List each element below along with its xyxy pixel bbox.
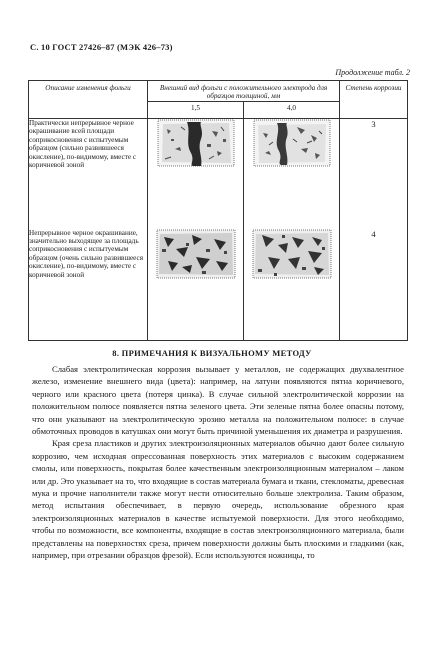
foil-image-cell <box>148 119 244 229</box>
paragraph: Слабая электролитическая коррозия вызывает у металлов, не содержащих двухвалентное железо, изменение внешнего вида (цвета): например, на латуни появляются пятна коричневого, черного или красного цвета (потеря цинка). В случае сильной электролитической коррозии на положительном полюсе появляется пятна зеленого цвета. Эти зеленые пятна более опасны потому, что они указывают на электролитическую эрозию металла на положительном полюсе: в случае обмоточных проводов в катушках они могут быть причиной уменьшения их диаметра и разрушения. <box>32 364 404 437</box>
corrosion-degree: 4 <box>340 229 408 341</box>
foil-image <box>252 229 332 279</box>
page-header: С. 10 ГОСТ 27426–87 (МЭК 426–73) <box>30 42 173 52</box>
table-row <box>29 229 408 341</box>
subheader-thickness-4-0: 4,0 <box>244 102 340 119</box>
foil-image-cell <box>148 229 244 341</box>
subheader-thickness-1-5: 1,5 <box>148 102 244 119</box>
body-text <box>32 363 404 562</box>
col-header-degree: Степень коррозии <box>340 81 408 119</box>
col-header-description: Описание изменения фольги <box>29 81 148 119</box>
foil-image <box>156 229 236 279</box>
table-continuation-label: Продолжение табл. 2 <box>335 68 410 77</box>
foil-image-cell <box>244 119 340 229</box>
table-row <box>29 119 408 229</box>
foil-image <box>253 119 331 167</box>
row-description: Практически непрерывное черное окрашивание всей площади соприкосновения с испытуемым образцом (сильно развившееся окисление), по-видимому, вместе с коричневой зоной <box>29 119 148 229</box>
paragraph: Края среза пластиков и других электроизоляционных материалов обычно дают более сильную коррозию, чем исходная опрессованная поверхность этих материалов с высоким содержанием смолы, или поверхность, покрытая более качественным электроизоляционным материалом – лаком или др. Это указывает на то, что входящие в состав материала бумага и ткани, стекломаты, древесная мука и прочие наполнители также могут нести относительно больше электролиза. Таким образом, метод испытания обеспечивает, в первую очередь, использование обрезного края электроизоляционных материалов в качестве испытуемой поверхности. Для этого необходимо, чтобы по возможности, все компоненты, входящие в состав электроизоляционного материала, были представлены на поверхностях среза, причем поверхности должны быть плоскими и гладкими (как, например, при отрезании образцов фрезой). Если используются ножницы, то <box>32 438 405 561</box>
col-header-appearance: Внешний вид фольги с положительного электрода для образцов толщиной, мм <box>148 81 340 102</box>
foil-image-cell <box>244 229 340 341</box>
corrosion-degree: 3 <box>340 119 408 229</box>
foil-image <box>157 119 235 167</box>
row-description: Непрерывное черное окрашивание, значительно выходящее за площадь соприкосновения с испытуемым образцом (очень сильно развившееся окисление), по-видимому, вместе с коричневой зоной <box>29 229 148 341</box>
section-title: 8. ПРИМЕЧАНИЯ К ВИЗУАЛЬНОМУ МЕТОДУ <box>112 348 312 358</box>
corrosion-table <box>28 80 408 341</box>
